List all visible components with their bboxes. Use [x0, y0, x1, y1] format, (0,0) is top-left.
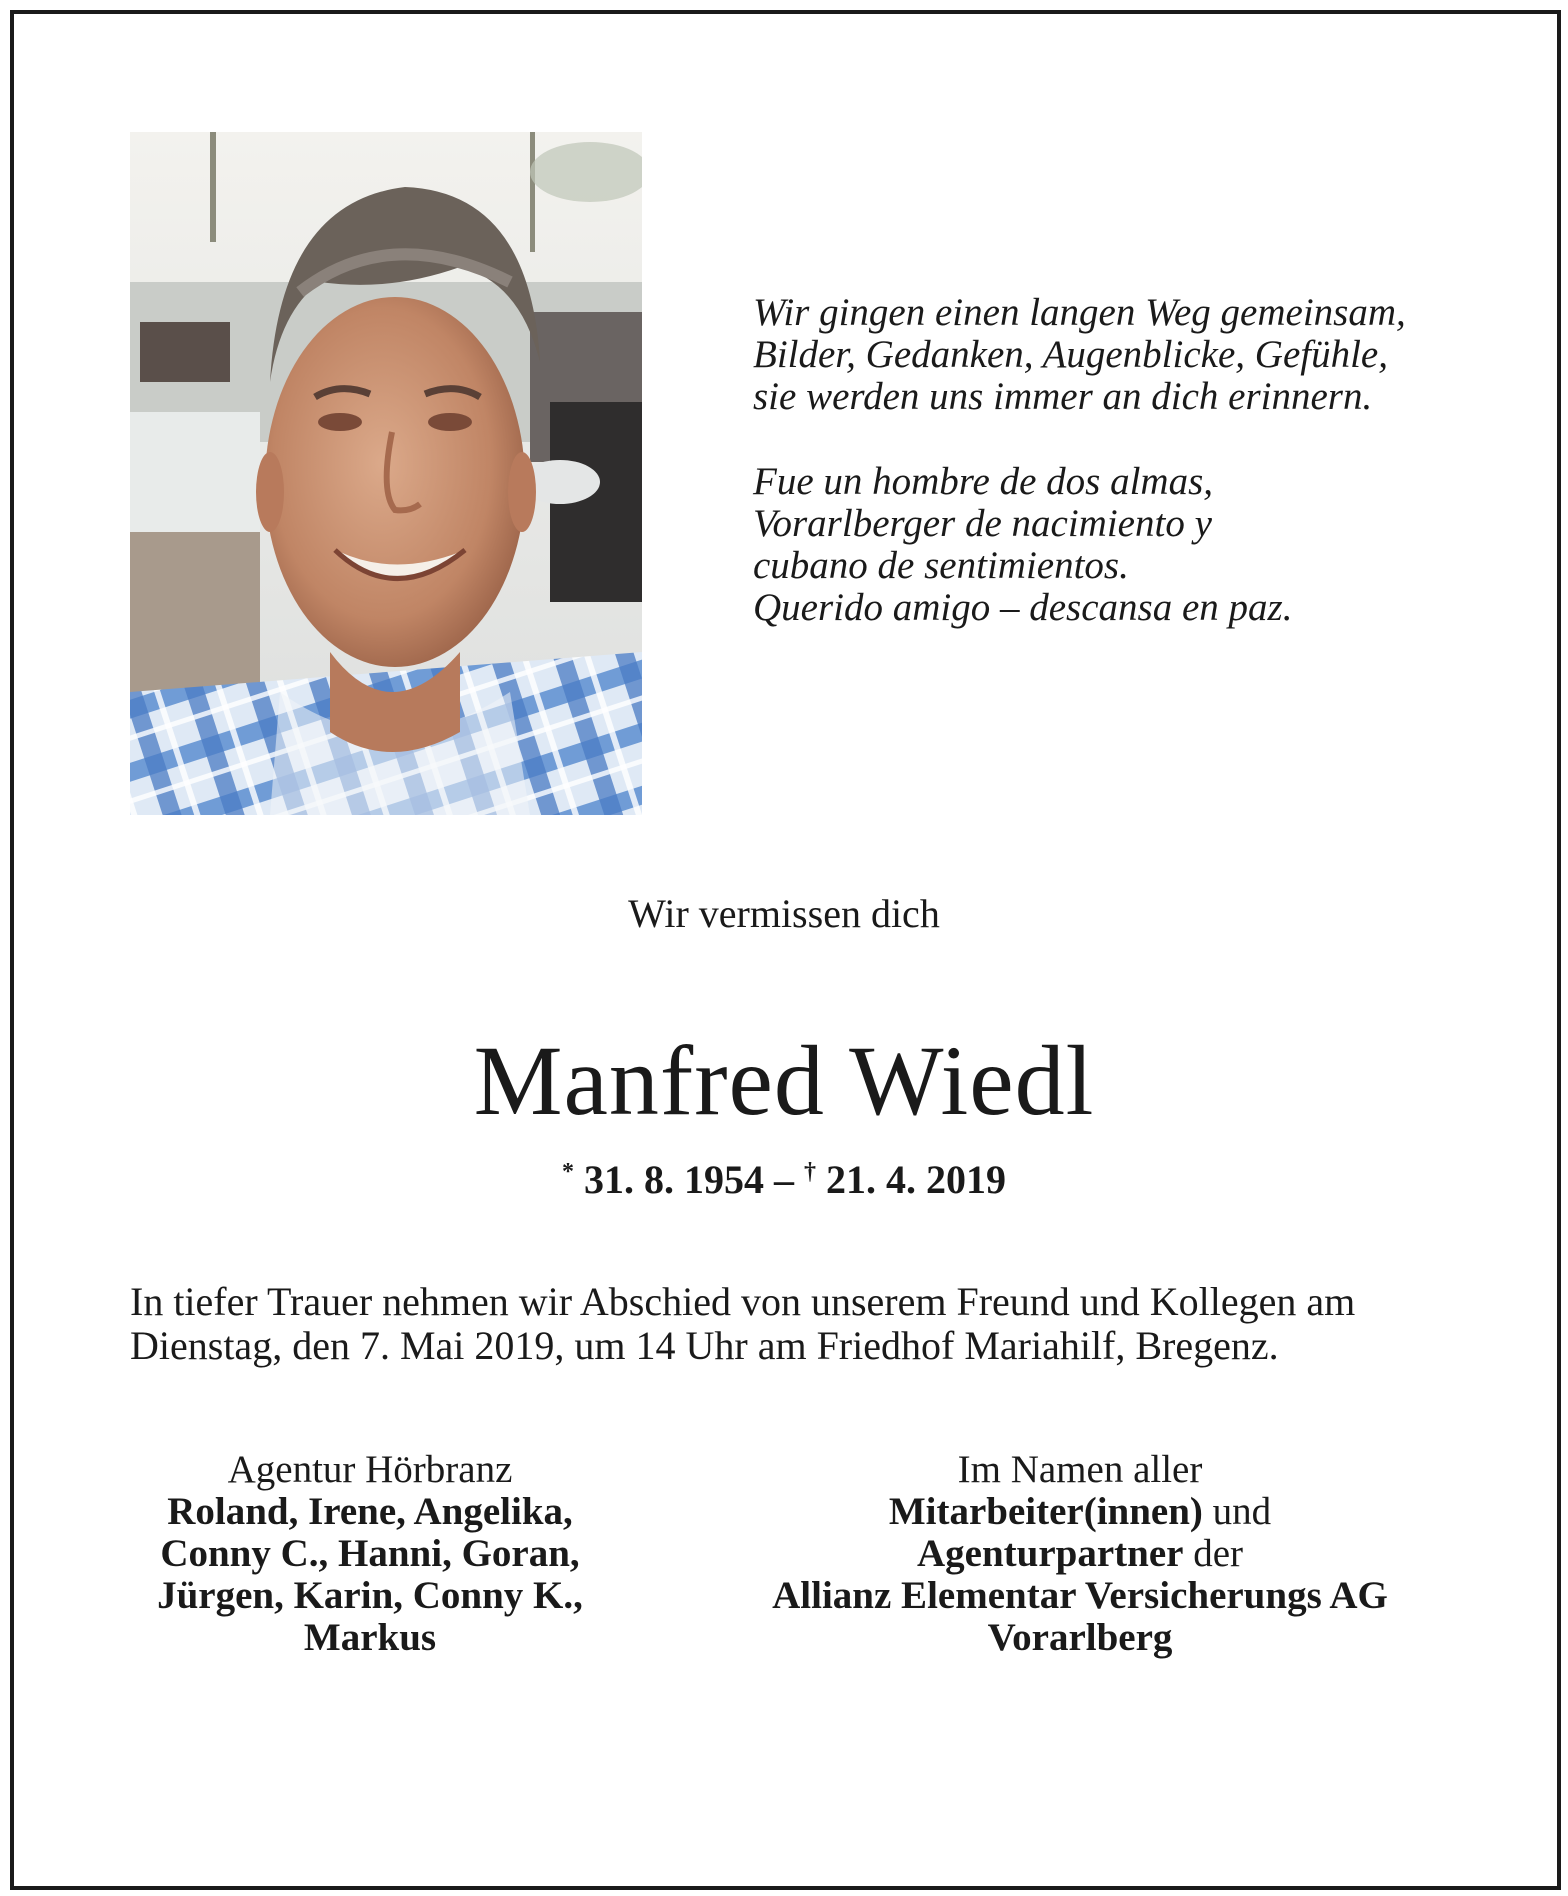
- funeral-notice: [130, 1280, 1460, 1368]
- portrait-photo: [130, 132, 642, 815]
- poem-stanza-spanish: [753, 461, 1473, 629]
- signature-names: Conny C., Hanni, Goran,: [160, 1532, 580, 1575]
- poem-stanza-german: [753, 292, 1473, 418]
- notice-line: In tiefer Trauer nehmen wir Abschied von unserem Freund und Kollegen am: [130, 1279, 1356, 1324]
- birth-star-symbol: *: [562, 1159, 574, 1185]
- company-region: Vorarlberg: [987, 1616, 1173, 1659]
- life-dates: [0, 1156, 1568, 1203]
- death-cross-symbol: †: [804, 1159, 816, 1185]
- poem-line: Vorarlberger de nacimiento y: [753, 502, 1212, 545]
- signature-heading: Im Namen aller: [957, 1448, 1203, 1491]
- poem-line: Wir gingen einen langen Weg gemeinsam,: [753, 291, 1406, 334]
- signature-left: [120, 1449, 620, 1659]
- birth-date: 31. 8. 1954 –: [584, 1157, 794, 1202]
- deceased-name: Manfred Wiedl: [473, 1025, 1095, 1136]
- notice-line: Dienstag, den 7. Mai 2019, um 14 Uhr am Friedhof Mariahilf, Bregenz.: [130, 1323, 1279, 1368]
- signature-text: der: [1183, 1532, 1243, 1575]
- poem-line: cubano de sentimientos.: [753, 544, 1129, 587]
- signature-line: [700, 1533, 1460, 1575]
- signature-names: Roland, Irene, Angelika,: [167, 1490, 573, 1533]
- signature-heading: Agentur Hörbranz: [227, 1448, 513, 1491]
- poem-line: Bilder, Gedanken, Augenblicke, Gefühle,: [753, 333, 1388, 376]
- signature-names: Jürgen, Karin, Conny K.,: [157, 1574, 583, 1617]
- company-name: Allianz Elementar Versicherungs AG: [772, 1574, 1388, 1617]
- lead-line: Wir vermissen dich: [628, 891, 940, 936]
- death-date: 21. 4. 2019: [826, 1157, 1006, 1202]
- signature-bold-text: Mitarbeiter(innen): [888, 1490, 1203, 1533]
- signature-names: Markus: [303, 1616, 437, 1659]
- signature-right: [700, 1449, 1460, 1659]
- signature-bold-text: Agenturpartner: [916, 1532, 1184, 1575]
- signature-text: und: [1202, 1490, 1272, 1533]
- poem-line: Querido amigo – descansa en paz.: [753, 586, 1293, 629]
- poem-line: Fue un hombre de dos almas,: [753, 460, 1214, 503]
- poem: [753, 292, 1473, 672]
- poem-line: sie werden uns immer an dich erinnern.: [753, 375, 1373, 418]
- signature-line: [700, 1491, 1460, 1533]
